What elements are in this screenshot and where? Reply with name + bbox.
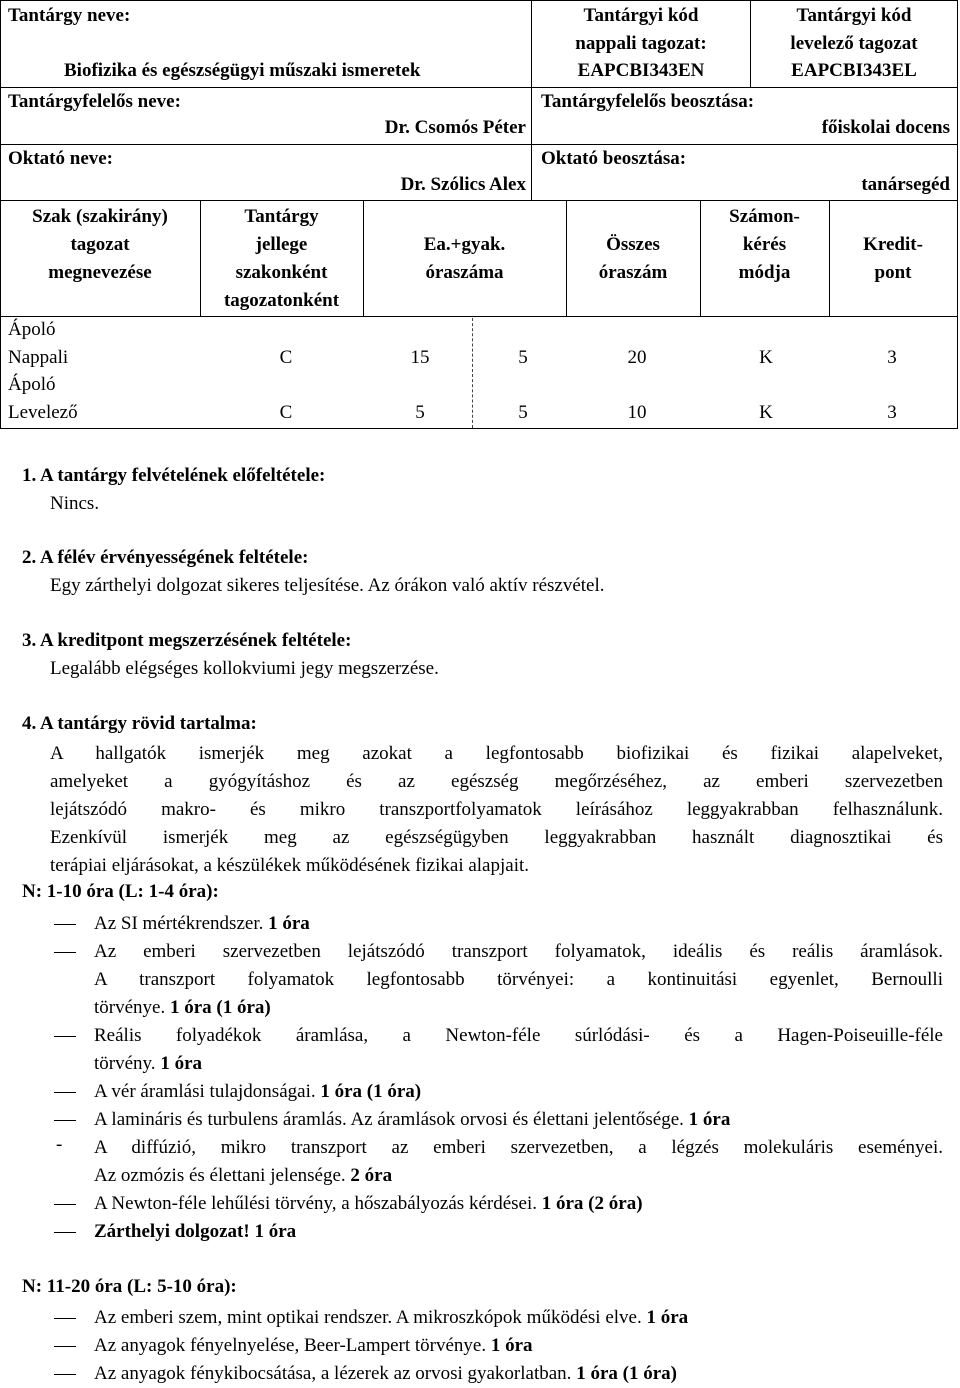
responsible-position-label: Tantárgyfelelős beosztása: — [541, 91, 755, 112]
row2-credit: 3 — [887, 402, 897, 423]
topic-hours: 1 óra (1 óra) — [320, 1081, 422, 1102]
section-3-heading — [22, 630, 351, 652]
responsible-position: főiskolai docens — [821, 117, 950, 138]
topic-text: A Newton-féle lehűlési törvény, a hőszabályozás kérdései. — [94, 1193, 537, 1214]
row1-major: Ápoló — [8, 319, 56, 340]
block1-heading: N: 1-10 óra (L: 1-4 óra): — [22, 881, 219, 902]
col-major-1: Szak (szakirány) — [32, 206, 168, 227]
code-day-label-2: nappali tagozat: — [575, 33, 707, 54]
col-hours-1: Ea.+gyak. — [423, 234, 506, 255]
topic-text: Az ozmózis és élettani jelensége. — [94, 1165, 346, 1186]
block2-topic-2 — [94, 1332, 943, 1360]
topic-hours: 1 óra — [268, 913, 310, 934]
dash-bullet — [54, 1036, 76, 1037]
section-4-title: A tantárgy rövid tartalma: — [39, 713, 257, 734]
topic-text: Az emberi szem, mint optikai rendszer. A mikroszkópok működési elve. — [94, 1307, 642, 1328]
responsible-label: Tantárgyfelelős neve: — [8, 91, 181, 112]
topic-text: törvénye. — [94, 997, 166, 1018]
topic-text: Az emberi szervezetben lejátszódó transzport folyamatok, ideális és reális áramlások. — [94, 941, 943, 962]
row1-type: C — [279, 347, 293, 368]
section-1-title: A tantárgy felvételének előfeltétele: — [39, 465, 326, 486]
topic-text: Reális folyadékok áramlása, a Newton-féle súrlódási- és a Hagen-Poiseuille-féle — [94, 1025, 943, 1046]
teacher-position: tanársegéd — [861, 174, 950, 195]
col-total-2: óraszám — [598, 262, 668, 283]
section-2-text: Egy zárthelyi dolgozat sikeres teljesítése. Az órákon való aktív részvétel. — [50, 575, 605, 596]
topic-text: A diffúzió, mikro transzport az emberi szervezetben, a légzés molekuláris eseményei. — [94, 1137, 943, 1158]
topic-hours: 1 óra — [160, 1053, 202, 1074]
row1-total: 20 — [627, 347, 647, 368]
row2-exam: K — [759, 402, 773, 423]
code-day: EAPCBI343EN — [577, 60, 705, 81]
row2-gy: 5 — [518, 402, 528, 423]
teacher-name: Dr. Szólics Alex — [400, 174, 526, 195]
dash-bullet — [54, 1120, 76, 1121]
block1-topic-3 — [94, 1022, 943, 1078]
topic-hours: 1 óra (1 óra) — [576, 1363, 677, 1384]
course-header-table — [0, 0, 958, 430]
col-type-1: Tantárgy — [244, 206, 319, 227]
section-2-heading — [22, 547, 308, 569]
col-major-3: megnevezése — [48, 262, 152, 283]
block2-topic-1 — [94, 1304, 943, 1332]
subject-name-label: Tantárgy neve: — [8, 5, 131, 26]
row1-ea: 15 — [410, 347, 430, 368]
section-4-line: lejátszódó makro- és mikro transzportfolyamatok leírásához leggyakrabban felhasználunk. — [50, 799, 943, 820]
section-4-line: A hallgatók ismerjék meg azokat a legfontosabb biofizikai és fizikai alapelveket, — [50, 743, 943, 764]
block1-topic-7 — [94, 1190, 943, 1218]
section-4-heading — [22, 713, 257, 735]
code-corr-label-1: Tantárgyi kód — [796, 5, 912, 26]
row1-mode: Nappali — [8, 347, 69, 368]
col-type-3: szakonként — [235, 262, 328, 283]
topic-hours: 1 óra (2 óra) — [541, 1193, 643, 1214]
topic-hours: 1 óra (1 óra) — [169, 997, 271, 1018]
block1-topic-8 — [94, 1218, 943, 1246]
row2-major: Ápoló — [8, 374, 56, 395]
block1-topic-5 — [94, 1106, 943, 1134]
section-1-text: Nincs. — [50, 493, 100, 514]
section-2-title: A félév érvényességének feltétele: — [39, 547, 309, 568]
dash-bullet — [54, 952, 76, 953]
topic-hours: 1 óra — [688, 1109, 731, 1130]
topic-text: A lamináris és turbulens áramlás. Az áramlások orvosi és élettani jelentősége. — [94, 1109, 684, 1130]
subject-name: Biofizika és egészségügyi műszaki ismeretek — [64, 60, 421, 81]
section-4-line: Ezenkívül ismerjék meg az egészségügyben leggyakrabban használt diagnosztikai és — [50, 827, 943, 848]
section-3-number: 3. — [22, 630, 37, 651]
col-type-4: tagozatonként — [223, 290, 340, 311]
topic-text: Az anyagok fénykibocsátása, a lézerek az orvosi gyakorlatban. — [94, 1363, 572, 1384]
col-credit-2: pont — [874, 262, 912, 283]
col-exam-3: módja — [738, 262, 791, 283]
topic-hours: 1 óra — [490, 1335, 533, 1356]
section-4-paragraph — [50, 740, 943, 880]
section-2-number: 2. — [22, 547, 37, 568]
section-1-number: 1. — [22, 465, 37, 486]
topic-hours: 1 óra — [646, 1307, 689, 1328]
code-corr-label-2: levelező tagozat — [790, 33, 918, 54]
col-credit-1: Kredit- — [863, 234, 923, 255]
dash-bullet — [54, 1204, 76, 1205]
section-4-line: amelyeket a gyógyításhoz és az egészség megőrzéséhez, az emberi szervezetben — [50, 771, 943, 792]
block1-topic-2 — [94, 938, 943, 1022]
topic-text: A transzport folyamatok legfontosabb törvényei: a kontinuitási egyenlet, Bernoulli — [94, 969, 943, 990]
section-3-text: Legalább elégséges kollokviumi jegy megszerzése. — [50, 658, 439, 679]
topic-text: A vér áramlási tulajdonságai. — [94, 1081, 316, 1102]
row2-type: C — [279, 402, 293, 423]
block2-heading: N: 11-20 óra (L: 5-10 óra): — [22, 1276, 237, 1297]
topic-text: Az SI mértékrendszer. — [94, 913, 264, 934]
row1-exam: K — [759, 347, 773, 368]
responsible-name: Dr. Csomós Péter — [384, 117, 526, 138]
col-exam-2: kérés — [742, 234, 787, 255]
row1-gy: 5 — [518, 347, 528, 368]
dash-bullet — [54, 1374, 76, 1375]
row2-mode: Levelező — [8, 402, 78, 423]
row2-total: 10 — [627, 402, 647, 423]
topic-text: Az anyagok fényelnyelése, Beer-Lampert törvénye. — [94, 1335, 487, 1356]
code-corr: EAPCBI343EL — [791, 60, 917, 81]
dash-bullet — [54, 1092, 76, 1093]
topic-text: törvény. — [94, 1053, 156, 1074]
dash-bullet — [54, 1232, 76, 1233]
section-1-heading — [22, 465, 325, 487]
col-exam-1: Számon- — [729, 206, 800, 227]
block2-topic-3 — [94, 1360, 943, 1388]
dash-bullet — [54, 924, 76, 925]
topic-text: Zárthelyi dolgozat! — [94, 1221, 250, 1242]
block1-topic-6 — [94, 1134, 943, 1190]
block1-topic-4 — [94, 1078, 943, 1106]
topic-hours: 2 óra — [350, 1165, 393, 1186]
row1-credit: 3 — [887, 347, 897, 368]
col-total-1: Összes — [606, 234, 660, 255]
hyphen-bullet: - — [56, 1134, 63, 1155]
section-4-number: 4. — [22, 713, 37, 734]
dash-bullet — [54, 1318, 76, 1319]
code-day-label-1: Tantárgyi kód — [583, 5, 699, 26]
block1-topic-1 — [94, 910, 943, 938]
teacher-label: Oktató neve: — [8, 148, 114, 169]
dash-bullet — [54, 1346, 76, 1347]
teacher-position-label: Oktató beosztása: — [541, 148, 687, 169]
col-hours-2: óraszáma — [425, 262, 504, 283]
col-major-2: tagozat — [70, 234, 130, 255]
row2-ea: 5 — [415, 402, 425, 423]
section-3-title: A kreditpont megszerzésének feltétele: — [39, 630, 352, 651]
col-type-2: jellege — [255, 234, 308, 255]
section-4-line: terápiai eljárásokat, a készülékek működésének fizikai alapjait. — [50, 855, 530, 876]
topic-hours: 1 óra — [254, 1221, 297, 1242]
